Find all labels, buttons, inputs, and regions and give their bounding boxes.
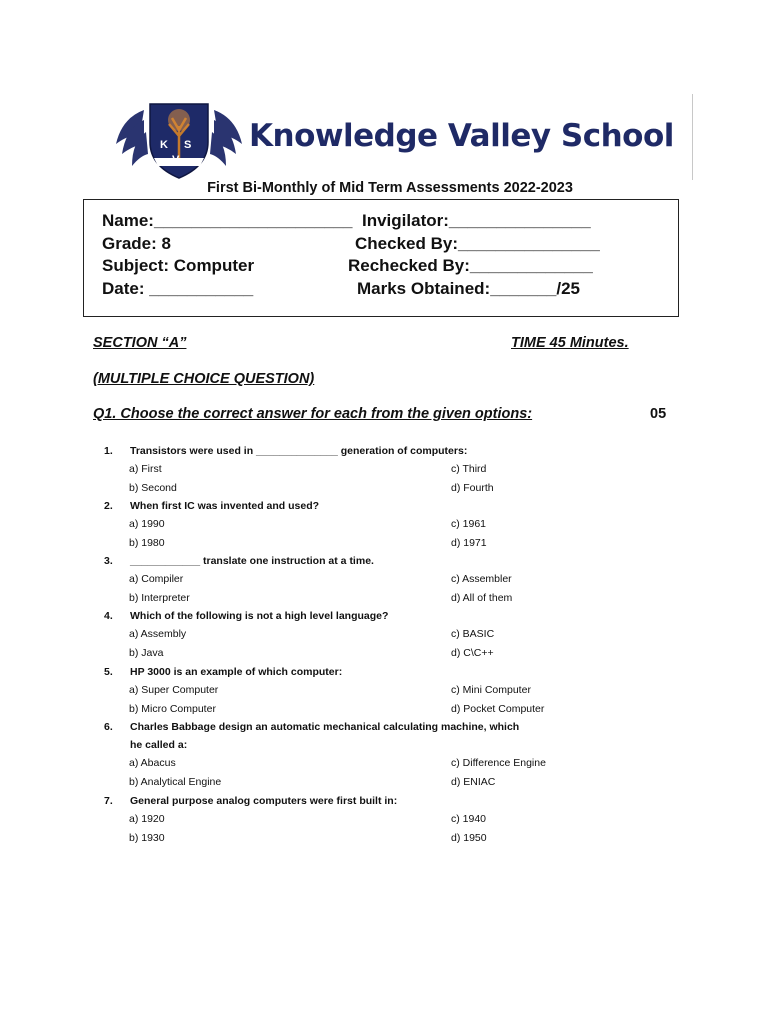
option-a: a) 1990: [129, 518, 165, 530]
time-label: TIME 45 Minutes.: [511, 335, 629, 351]
marks-obtained-field: Marks Obtained:_______/25: [357, 279, 581, 298]
question-type: (MULTIPLE CHOICE QUESTION): [93, 371, 315, 387]
section-title: SECTION “A”: [93, 335, 187, 351]
exam-title: First Bi-Monthly of Mid Term Assessments 2022-2023: [207, 180, 573, 196]
name-field: Name:_____________________: [102, 211, 353, 230]
instruction: Q1. Choose the correct answer for each from the given options:: [93, 406, 533, 422]
grade-field: Grade: 8: [102, 234, 171, 253]
logo-letter-k: K: [160, 139, 168, 151]
page-edge-line: [692, 94, 693, 180]
option-d: d) C\C++: [451, 647, 494, 659]
option-b: b) Second: [129, 482, 177, 494]
checked-by-field: Checked By:_______________: [355, 234, 600, 253]
logo-letter-s: S: [184, 139, 192, 151]
option-d: d) 1971: [451, 537, 487, 549]
question-number: 6.: [104, 721, 113, 733]
option-a: a) Abacus: [129, 757, 176, 769]
question-number: 2.: [104, 500, 113, 512]
option-d: d) Fourth: [451, 482, 494, 494]
question-number: 1.: [104, 445, 113, 457]
question-number: 4.: [104, 610, 113, 622]
option-a: a) Assembly: [129, 628, 187, 640]
option-c: c) BASIC: [451, 628, 495, 640]
question-text: When first IC was invented and used?: [130, 500, 320, 512]
option-d: d) ENIAC: [451, 776, 496, 788]
option-b: b) Java: [129, 647, 164, 659]
subject-field: Subject: Computer: [102, 256, 255, 275]
question-text: Transistors were used in ______________ generation of computers:: [130, 445, 468, 457]
option-d: d) 1950: [451, 832, 487, 844]
option-a: a) Compiler: [129, 573, 184, 585]
school-name: Knowledge Valley School: [249, 118, 674, 154]
question-text: HP 3000 is an example of which computer:: [130, 666, 343, 678]
option-c: c) 1940: [451, 813, 487, 825]
question-number: 5.: [104, 666, 113, 678]
question-number: 7.: [104, 795, 113, 807]
date-field: Date: ___________: [102, 279, 254, 298]
option-a: a) 1920: [129, 813, 165, 825]
question-text: ____________ translate one instruction at a time.: [130, 555, 374, 567]
logo-letter-v: V: [172, 154, 180, 166]
option-b: b) 1980: [129, 537, 165, 549]
option-b: b) 1930: [129, 832, 165, 844]
option-c: c) Difference Engine: [451, 757, 546, 769]
option-a: a) Super Computer: [129, 684, 219, 696]
invigilator-field: Invigilator:_______________: [362, 211, 591, 230]
option-c: c) 1961: [451, 518, 487, 530]
rechecked-by-field: Rechecked By:_____________: [348, 256, 593, 275]
question-text: Charles Babbage design an automatic mechanical calculating machine, which: [130, 721, 520, 733]
question-text: General purpose analog computers were first built in:: [130, 795, 398, 807]
option-d: d) Pocket Computer: [451, 703, 545, 715]
marks-value: 05: [650, 406, 667, 422]
option-a: a) First: [129, 463, 162, 475]
option-b: b) Analytical Engine: [129, 776, 222, 788]
option-d: d) All of them: [451, 592, 513, 604]
question-number: 3.: [104, 555, 113, 567]
option-b: b) Micro Computer: [129, 703, 216, 715]
option-c: c) Assembler: [451, 573, 512, 585]
option-b: b) Interpreter: [129, 592, 190, 604]
option-c: c) Mini Computer: [451, 684, 531, 696]
option-c: c) Third: [451, 463, 487, 475]
question-text-continued: he called a:: [130, 739, 188, 751]
school-logo: [114, 96, 244, 182]
question-text: Which of the following is not a high level language?: [130, 610, 389, 622]
